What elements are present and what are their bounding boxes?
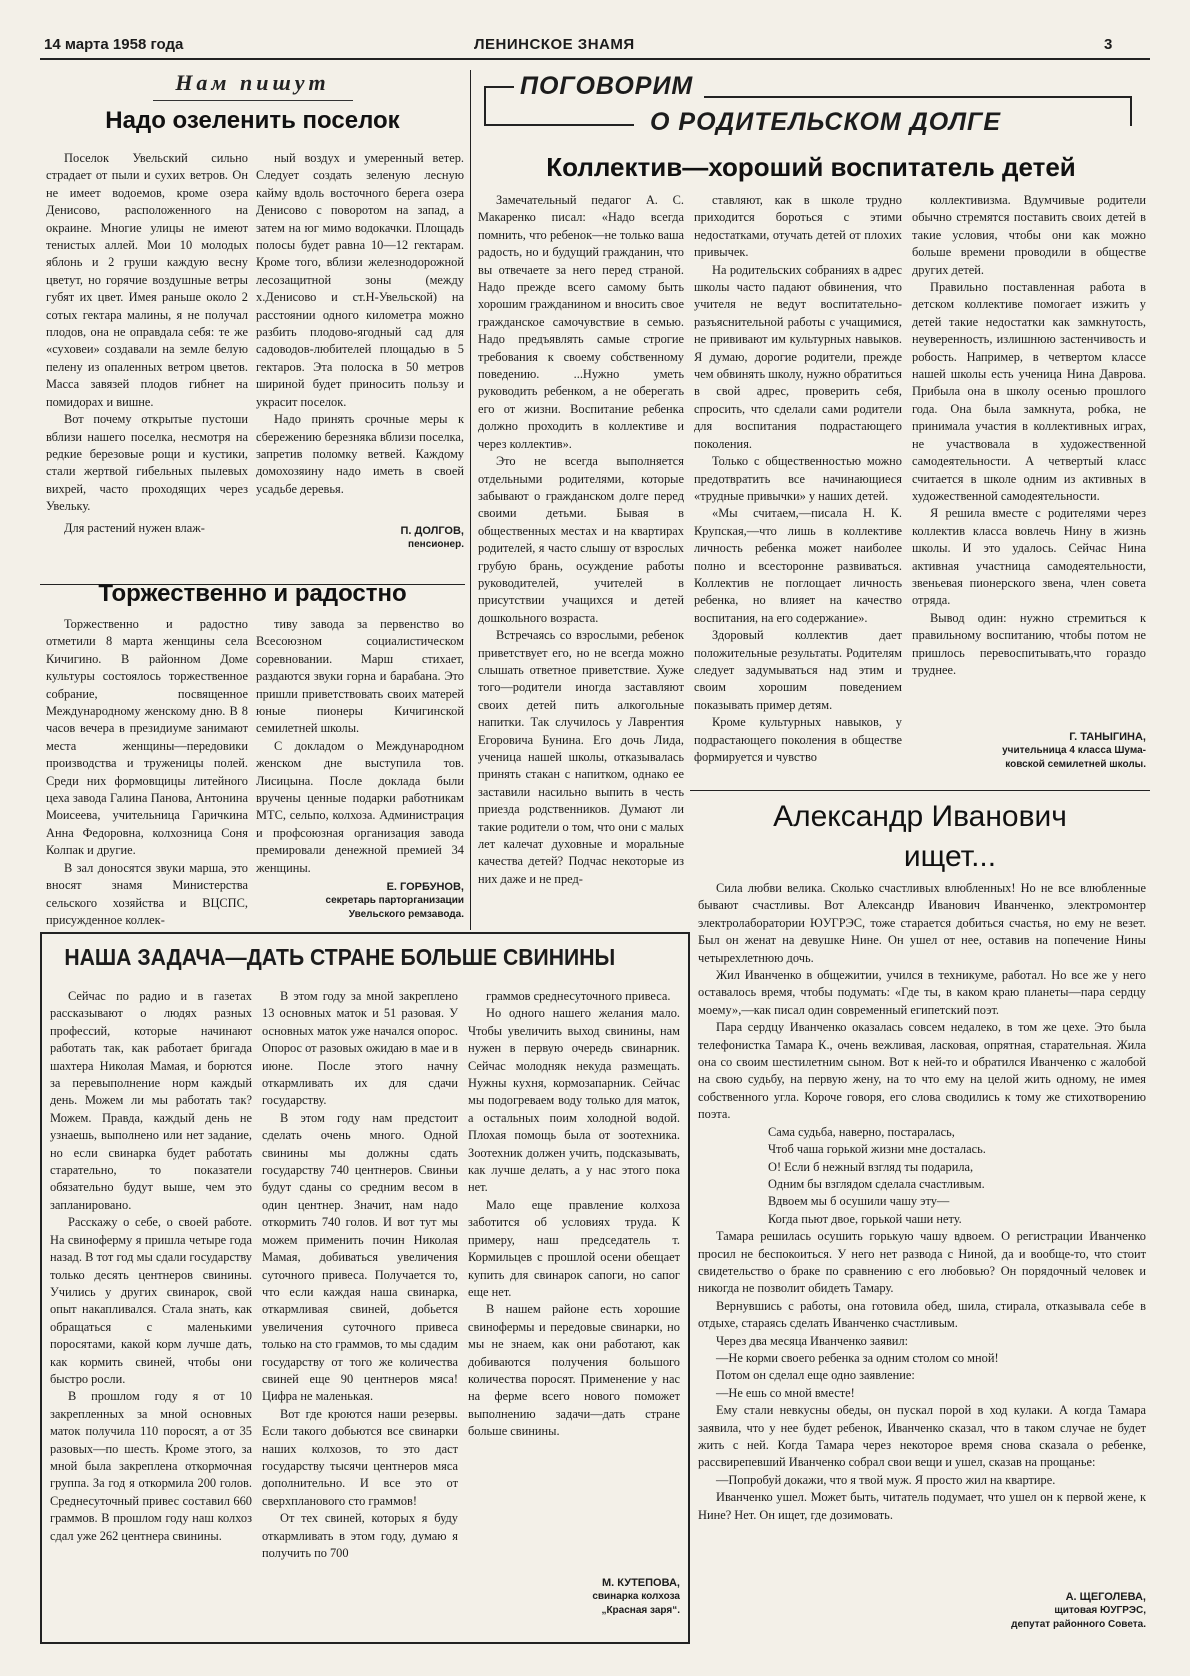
article-title: Торжественно и радостно — [98, 580, 407, 607]
author-name: Е. ГОРБУНОВ, — [386, 881, 464, 893]
paragraph: Вывод один: нужно стремиться к правильному воспитанию, чтобы потом не пришлось перевоспитывать,что гораздо труднее. — [912, 610, 1146, 677]
frame-bottom — [40, 1642, 690, 1644]
poem-line: Когда пьют двое, горькой чаши нету. — [768, 1211, 962, 1226]
signature — [256, 524, 464, 552]
author-name: М. КУТЕПОВА, — [601, 1577, 680, 1589]
paragraph: Надо принять срочные меры к сбережению березняка вблизи поселка, запретив поломку ветвей. Каждому домохозяину надо иметь в своей усадьбе деревья. — [256, 412, 464, 496]
article-title-line-2: ищет... — [903, 840, 997, 873]
paragraph: ный воздух и умеренный ветер. Следует создать зеленую лесную кайму вдоль восточного берега озера Денисово с поворотом на запад, а затем на юг мимо водокачки. Площадь полосы будет равна 10—12 гектарам. Кроме того, вблизи железнодорожной лесозащитной зоны (между х.Денисово и ст.Н-Увельской) на расстоянии одного километра можно разбить плодово-ягодный сад для садоводов-любителей площадью в 5 гектаров. Эта полоска в 50 метров шириной будет приносить пользу и украсит поселок. — [256, 151, 464, 409]
frame-left — [40, 932, 42, 1644]
author-title: учительница 4 класса Шума- — [1002, 745, 1146, 756]
paragraph: ставляют, как в школе трудно приходится бороться с этими недостатками, отучать детей от плохих привычек. — [694, 193, 902, 260]
article-title: Коллектив—хороший воспитатель детей — [546, 152, 1076, 182]
paragraph: Через два месяца Иванченко заявил: — [716, 1333, 909, 1348]
paragraph: Только с общественностью можно предотвратить все начинающиеся «трудные привычки» у наших детей. — [694, 454, 902, 503]
paragraph: Кроме культурных навыков, у подрастающего поколения в обществе формируется и чувство — [694, 715, 902, 764]
paragraph: В прошлом году я от 10 закрепленных за мной основных маток получила 110 поросят, а от 35 разовых—по шесть. Кроме этого, за мной была закреплена откормочная группа. За год я откормила 200 голов. Среднесуточный привес составил 660 граммов. В прошлом году наш колхоз сдал уже 262 центнера свинины. — [50, 1389, 252, 1543]
paragraph: Потом он сделал еще одно заявление: — [716, 1368, 915, 1383]
author-title: свинарка колхоза — [592, 1591, 680, 1602]
paragraph: Тамара решилась осушить горькую чашу вдвоем. О регистрации Иванченко просил не беспокоиться. У него нет развода с Ниной, да и вообще-то, что стоит свидетельство о браке по сравнению с его любовью? Он порядочный человек и никогда не позволит обидеть Тамару. — [698, 1229, 1146, 1296]
paragraph: «Мы считаем,—писала Н. К. Крупская,—что лишь в коллективе личность ребенка может наиболее полно и всесторонне развиваться. Коллектив не поглощает личность ребенка, но влияет на качество воспитания, на его содержание». — [694, 506, 902, 625]
author-title: пенсионер. — [408, 539, 464, 550]
poem-line: Вдвоем мы б осушили чашу эту— — [768, 1194, 950, 1209]
poem-line: Одним бы взглядом сделала счастливым. — [768, 1176, 985, 1191]
signature — [912, 730, 1146, 772]
poem-line: О! Если б нежный взгляд ты подарила, — [768, 1159, 974, 1174]
author-org: депутат районного Совета. — [1011, 1619, 1146, 1630]
paragraph: От тех свиней, которых я буду откармливать в этом году, думаю я получить по 700 — [262, 1511, 458, 1560]
author-name: А. ЩЕГОЛЕВА, — [1065, 1591, 1146, 1603]
article-column — [912, 192, 1146, 726]
banner-line-1: ПОГОВОРИМ — [520, 72, 694, 100]
paragraph: С докладом о Международном женском дне выступила тов. Лисицына. После доклада были вручены ценные подарки работникам МТС, сельпо, колхоза. Администрация и профсоюзная организация завода премировали денежной премией 34 женщины. — [256, 738, 464, 875]
paragraph: Вот где кроются наши резервы. Если такого добьются все свинарки наших колхозов, то это даст государству тысячи центнеров мяса дополнительно. И все это от сверхпланового сто граммов! — [262, 1406, 458, 1508]
article-separator — [40, 932, 688, 934]
article-separator — [690, 790, 1150, 791]
article-title: Александр Иванович — [773, 800, 1067, 833]
newspaper-name: ЛЕНИНСКОЕ ЗНАМЯ — [474, 36, 635, 53]
masthead-rule — [40, 58, 1150, 60]
paragraph: —Попробуй докажи, что я твой муж. Я просто жил на квартире. — [716, 1472, 1056, 1487]
issue-date: 14 марта 1958 года — [44, 36, 184, 53]
paragraph: Мало еще правление колхоза заботится об условиях труда. К примеру, наш председатель т. Кормильцев с прошлой осени обещает купить для свинарок сапоги, но сапог еще нет. — [468, 1197, 680, 1299]
article-column — [46, 616, 248, 928]
paragraph: Я решила вместе с родителями через коллектив класса вовлечь Нину в жизнь школы. И это удалось. Сейчас Нина активная участница самодеятельности, звеньевая пионерского звена, член совета отряда. — [912, 506, 1146, 608]
page-number: 3 — [1104, 36, 1113, 53]
article-green-village — [40, 70, 465, 135]
article-title: Надо озеленить поселок — [105, 107, 400, 134]
paragraph: —Не ешь со мной вместе! — [716, 1385, 855, 1400]
poem-line: Сама судьба, наверно, постаралась, — [768, 1124, 955, 1139]
paragraph: Сила любви велика. Сколько счастливых влюбленных! Но не все влюбленные бывают счастливы. Вот Александр Иванович Иванченко, электромонтер электролаборатории ЮУГРЭС, тоже старается добиться счастья, но ему не везет. Был он женат на девушке Нине. Он ушел от нее, оставив на попечение Нины четырехлетнюю дочь. — [698, 881, 1146, 965]
paragraph: В этом году за мной закреплено 13 основных маток и 51 разовая. У основных маток уже начался опорос. Опорос от разовых ожидаю в мае и в июне. После этого начну откармливать их для сдачи государству. — [262, 989, 458, 1108]
paragraph: Жил Иванченко в общежитии, учился в техникуме, работал. Но все же у него оставалось время, чтобы подумать: «Где ты, в каком краю планеты—пара сердцу моему»,—как писал один современный египетский поэт. — [698, 968, 1146, 1017]
author-name: Г. ТАНЫГИНА, — [1069, 731, 1146, 743]
paragraph: Вернувшись с работы, она готовила обед, шила, стирала, отказывала себе в отдыхе, стараясь сделать Иванченко счастливым. — [698, 1298, 1146, 1331]
article-column — [256, 150, 464, 525]
signature — [240, 880, 464, 922]
rubric-rule — [153, 100, 353, 101]
paragraph: Пара сердцу Иванченко оказалась совсем недалеко, в том же цехе. Это была телефонистка Тамара К., очень вежливая, ласковая, опрятная, старательная. Жила она со своим шестилетним сыном. Вот к ней-то и обратился Иванченко с жалобой на свою судьбу, на первую жену, на то что ему на целой жить одному, не имея собственного угла. Короче говоря, его слова сводились к тому же стихотворению поэта. — [698, 1020, 1146, 1122]
paragraph: Здоровый коллектив дает положительные результаты. Родителям следует задумываться над этим и своим хорошим поведением показывать пример детям. — [694, 628, 902, 712]
poem-line: Чтоб чаша горькой жизни мне досталась. — [768, 1142, 986, 1157]
article-column — [256, 616, 464, 876]
paragraph: Поселок Увельский сильно страдает от пыли и сухих ветров. Он не имеет водоемов, кроме озера Денисово, расположенного на окраине. Многие улицы не имеют тенистых аллей. Мои 10 молодых яблонь и 2 груши каждую весну цветут, но горячие воздушные ветры губят их цвет. Имея раньше около 2 сотых гектара малины, я не получал плодов, она не оправдала себя: те же «суховеи» создавали на земле белую пелену из опаленных ветром цветов. Масса завязей плодов гибнет на помидорах и вишне. — [46, 151, 248, 409]
author-title: щитовая ЮУГРЭС, — [1054, 1605, 1146, 1616]
paragraph: В нашем районе есть хорошие свинофермы и передовые свинарки, но мы не знаем, как они работают, как добиваются получения большого количества поросят. Применение у нас на ферме всего нового поможет выполнению задачи—дать стране больше свинины. — [468, 1302, 680, 1439]
article-column — [694, 192, 902, 782]
banner-line-2: О РОДИТЕЛЬСКОМ ДОЛГЕ — [650, 108, 1002, 136]
paragraph: граммов среднесуточного привеса. — [486, 989, 671, 1003]
paragraph: коллективизма. Вдумчивые родители обычно стремятся поставить своих детей в такие условия, чтобы они как можно больше времени проводили в обществе других детей. — [912, 193, 1146, 277]
paragraph: Правильно поставленная работа в детском коллективе помогает изжить у детей такие недостатки как замкнутость, неуверенность, излишнюю застенчивость и робость. Например, в четвертом классе нашей школы есть ученица Нина Даврова. Прибыла она в школу осенью прошлого года. Она была замкнута, робка, не принимала участия в коллективных играх, не участвовала в художественной самодеятельности. А четвертый класс считается в школе одним из активных в художественной самодеятельности. — [912, 280, 1146, 503]
frame-right — [688, 932, 690, 1644]
paragraph: В зал доносятся звуки марша, это вносят знамя Министерства сельского хозяйства и ВЦСПС, присужденное коллек- — [46, 860, 248, 927]
paragraph: Сейчас по радио и в газетах рассказывают о людях разных профессий, которые начинают работать так, как работает бригада шахтера Николая Мамая, и борются за перевыполнение норм каждый день. Можем ли мы работать так? Можем. Правда, каждый день не узнаешь, выполнено или нет задание, но если свинарка будет работать старательно, то показатели обязательно будут выше, чем это запланировано. — [50, 989, 252, 1212]
paragraph: тиву завода за первенство во Всесоюзном социалистическом соревновании. Марш стихает, раздаются звуки горна и барабана. Это пришли приветствовать своих матерей юные пионеры Кичигинской семилетней школы. — [256, 617, 464, 736]
banner-bracket — [1130, 96, 1132, 126]
article-column — [698, 880, 1146, 1570]
banner-bracket — [484, 86, 486, 126]
banner-rule — [484, 124, 634, 126]
paragraph: Иванченко ушел. Может быть, читатель подумает, что ушел он к первой жене, к Нине? Нет. Он ищет, где дозимовать. — [698, 1490, 1146, 1522]
article-title: НАША ЗАДАЧА—ДАТЬ СТРАНЕ БОЛЬШЕ СВИНИНЫ — [64, 944, 616, 970]
rubric: Нам пишут — [175, 70, 330, 95]
paragraph: Расскажу о себе, о своей работе. На свиноферму я пришла четыре года назад. В тот год мы сдали государству только десять центнеров свинины. Учились у других свинарок, свой опыт накапливался. Стала знать, как обращаться с маленькими поросятами, какой корм лучше дать, как кормить свиней, чтобы они быстро росли. — [50, 1215, 252, 1386]
rubric-banner — [484, 72, 1134, 152]
banner-rule — [704, 96, 1132, 98]
paragraph: Торжественно и радостно отметили 8 марта женщины села Кичигино. В районном Доме культуры состоялось торжественное собрание, посвященное Международному женскому дню. В 8 часов вечера в президиуме занимают места женщины—передовики производства и труженицы полей. Среди них формовщицы литейного цеха завода Галина Панова, Антонина Моисеева, учительница Гаричкина Анна Федоровна, колхозница Соня Колпак и другие. — [46, 617, 248, 858]
banner-bracket — [484, 86, 514, 88]
article-column — [478, 192, 684, 930]
signature — [468, 1576, 680, 1618]
author-org: Увельского ремзавода. — [348, 909, 464, 920]
paragraph: Для растений нужен влаж- — [64, 520, 205, 535]
article-column — [468, 988, 680, 1548]
article-column — [50, 988, 252, 1638]
paragraph: В этом году нам предстоит сделать очень много. Одной свинины мы должны сдать государству 740 центнеров. Свиньи будут сданы со средним весом в один центнер. Значит, нам надо откормить 740 голов. И вот тут мы можем применить почин Николая Мамая, добиваться увеличения суточного привеса. Получается то, что если каждая наша свинарка, откармливая свиней, добьется увеличения суточного привеса только на сто граммов, то мы сдадим государству от того же количества свиней еще 90 центнеров мяса! Цифра не маленькая. — [262, 1110, 458, 1404]
author-name: П. ДОЛГОВ, — [400, 525, 464, 537]
paragraph: Ему стали невкусны обеды, он пускал порой в ход кулаки. А когда Тамара заявила, что у нее будет ребенок, Иванченко сказал, что в таком случае не будет жить с ней. Когда Тамара через некоторое время снова сказала о ребенке, рассвирепевший Иванченко собрал свои вещи и ушел, сказав на прощанье: — [698, 1403, 1146, 1470]
article-column — [262, 988, 458, 1638]
paragraph: Это не всегда выполняется отдельными родителями, которые забывают о гражданском долге перед своими детьми. Бывая в общественных местах и на квартирах родителей, я часто слышу от взрослых грубую брань, осуждение работы руководителей, учителей в присутствии учащихся и детей дошкольного возраста. — [478, 454, 684, 625]
author-title: секретарь парторганизации — [325, 895, 464, 906]
signature — [900, 1590, 1146, 1632]
paragraph: На родительских собраниях в адрес школы часто падают обвинения, что учителя не ведут воспитательно-разъяснительной работы с учащимися, не прививают им культурных навыков. Я думаю, дорогие родители, прежде чем обвинять школу, нужно обратиться в свой адрес, проверить себя, спросить, что сделали сами родители для воспитания подрастающего поколения. — [694, 262, 902, 451]
author-org: ковской семилетней школы. — [1005, 759, 1146, 770]
paragraph: —Не корми своего ребенка за одним столом со мной! — [716, 1350, 999, 1365]
paragraph: Встречаясь со взрослыми, ребенок приветствует его, но не всегда можно слышать ответное приветствие. Хуже того—родители иногда заставляют своих детей пить алкогольные напитки. Так случилось у Лаврентия Егоровича Бунина. Его дочь Лида, ученица нашей школы, отказывалась принять стакан с напитком, однако ее заставили насильно выпить в честь приезда родственников. Думают ли такие родители о том, что они с малых лет калечат духовные и моральные качества детей? Подчас некоторые из них даже и не пред- — [478, 628, 684, 886]
column-separator — [470, 70, 471, 930]
paragraph: Вот почему открытые пустоши вблизи нашего поселка, несмотря на редкие березовые рощи и кустики, стали жертвой гибельных пылевых вихрей, часто проходящих через Увельку. — [46, 412, 248, 514]
paragraph: Но одного нашего желания мало. Чтобы увеличить выход свинины, нам нужен в первую очередь свинарник. Сейчас молодняк некуда размещать. Нужны кухня, кормозапарник. Сейчас мы подогреваем воду только для маток, а остальных поим холодной водой. Плохая помощь была от зоотехника. Зоотехник должен учить, подсказывать, как лучше делать, а у нас этого пока нет. — [468, 1006, 680, 1195]
article-column — [46, 150, 248, 550]
paragraph: Замечательный педагог А. С. Макаренко писал: «Надо всегда помнить, что ребенок—не только ваша радость, но и будущий гражданин, что вы отвечаете за него перед страной. Надо прежде всего самому быть хорошим гражданином и вносить свое гражданское самочувствие в семью. Надо предъявлять самые строгие требования к своему собственному поведению. ...Нужно уметь руководить ребенком, а не оберегать его от жизни. Воспитание ребенка должно проходить в коллективе и через коллектив». — [478, 193, 684, 451]
author-org: „Красная заря“. — [601, 1605, 680, 1616]
